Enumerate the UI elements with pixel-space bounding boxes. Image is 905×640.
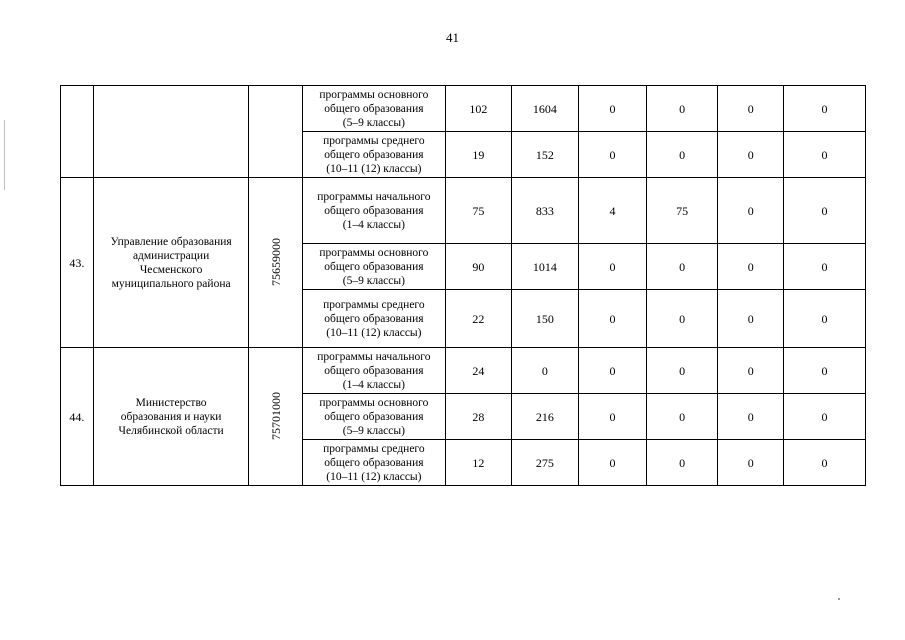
program-name-line: общего образования [324, 260, 424, 273]
value-cell-6: 0 [784, 348, 866, 394]
program-name-line: (10–11 (12) классы) [326, 326, 422, 339]
value-cell-4: 75 [646, 178, 718, 244]
value-cell-4: 0 [646, 244, 718, 290]
table-body [61, 86, 866, 486]
value-cell-5: 0 [718, 86, 784, 132]
program-name-line: программы среднего [323, 298, 425, 311]
value-cell-3: 0 [579, 86, 647, 132]
table-row [61, 86, 866, 132]
value-cell-1: 19 [446, 132, 512, 178]
scan-speck [838, 598, 840, 600]
value-cell-2: 216 [511, 394, 579, 440]
program-name-line: общего образования [324, 148, 424, 161]
value-cell-2: 833 [511, 178, 579, 244]
page-number: 41 [446, 30, 459, 45]
value-cell-3: 0 [579, 244, 647, 290]
program-name-line: программы среднего [323, 134, 425, 147]
value-cell-6: 0 [784, 394, 866, 440]
value-cell-5: 0 [718, 178, 784, 244]
program-name-line: общего образования [324, 204, 424, 217]
value-cell-2: 275 [511, 440, 579, 486]
value-cell-4: 0 [646, 86, 718, 132]
value-cell-2: 1604 [511, 86, 579, 132]
value-cell-6: 0 [784, 132, 866, 178]
value-cell-5: 0 [718, 348, 784, 394]
value-cell-5: 0 [718, 394, 784, 440]
program-name-line: программы основного [319, 246, 429, 259]
organization-name-line: Министерство [135, 396, 207, 409]
oktmo-code-cell [249, 86, 302, 178]
program-name-line: (5–9 классы) [342, 116, 405, 129]
oktmo-code-cell [249, 178, 302, 348]
program-name-line: (10–11 (12) классы) [326, 162, 422, 175]
value-cell-3: 0 [579, 290, 647, 348]
value-cell-1: 24 [446, 348, 512, 394]
program-name-line: общего образования [324, 312, 424, 325]
value-cell-6: 0 [784, 178, 866, 244]
value-cell-2: 1014 [511, 244, 579, 290]
table-row [61, 348, 866, 394]
oktmo-code: 75701000 [268, 392, 283, 440]
value-cell-5: 0 [718, 244, 784, 290]
organization-name-line: администрации [132, 249, 210, 262]
program-name-line: программы основного [319, 88, 429, 101]
program-name-line: программы основного [319, 396, 429, 409]
value-cell-1: 102 [446, 86, 512, 132]
organization-name-line: муниципального района [111, 277, 231, 290]
value-cell-4: 0 [646, 132, 718, 178]
value-cell-2: 0 [511, 348, 579, 394]
value-cell-3: 0 [579, 440, 647, 486]
value-cell-3: 0 [579, 348, 647, 394]
organization-cell [93, 86, 249, 178]
organization-name-line: образования и науки [120, 410, 222, 423]
row-number-cell [61, 86, 94, 178]
program-name-line: (5–9 классы) [342, 424, 405, 437]
value-cell-1: 90 [446, 244, 512, 290]
value-cell-4: 0 [646, 440, 718, 486]
value-cell-3: 4 [579, 178, 647, 244]
value-cell-1: 75 [446, 178, 512, 244]
value-cell-1: 12 [446, 440, 512, 486]
program-name-line: (1–4 классы) [342, 218, 405, 231]
enrollment-table [60, 85, 866, 486]
program-name-line: (5–9 классы) [342, 274, 405, 287]
program-name-cell [302, 348, 445, 394]
value-cell-4: 0 [646, 394, 718, 440]
value-cell-4: 0 [646, 290, 718, 348]
program-name-line: общего образования [324, 410, 424, 423]
program-name-line: общего образования [324, 456, 424, 469]
value-cell-6: 0 [784, 440, 866, 486]
oktmo-code-cell [249, 348, 302, 486]
value-cell-3: 0 [579, 132, 647, 178]
program-name-line: (1–4 классы) [342, 378, 405, 391]
value-cell-2: 150 [511, 290, 579, 348]
row-number-cell: 43. [61, 178, 94, 348]
value-cell-4: 0 [646, 348, 718, 394]
scan-edge-mark [4, 120, 5, 190]
value-cell-5: 0 [718, 132, 784, 178]
row-number-cell: 44. [61, 348, 94, 486]
program-name-line: программы начального [317, 190, 431, 203]
program-name-cell [302, 132, 445, 178]
program-name-cell [302, 86, 445, 132]
program-name-cell [302, 178, 445, 244]
value-cell-5: 0 [718, 290, 784, 348]
program-name-cell [302, 244, 445, 290]
value-cell-1: 28 [446, 394, 512, 440]
organization-cell [93, 348, 249, 486]
value-cell-2: 152 [511, 132, 579, 178]
program-name-line: программы начального [317, 350, 431, 363]
oktmo-code: 75659000 [268, 238, 283, 286]
value-cell-5: 0 [718, 440, 784, 486]
program-name-line: общего образования [324, 364, 424, 377]
organization-name-line: Челябинской области [118, 424, 224, 437]
organization-cell [93, 178, 249, 348]
program-name-line: общего образования [324, 102, 424, 115]
table-row [61, 178, 866, 244]
value-cell-6: 0 [784, 86, 866, 132]
program-name-line: (10–11 (12) классы) [326, 470, 422, 483]
program-name-cell [302, 440, 445, 486]
program-name-cell [302, 394, 445, 440]
organization-name-line: Чесменского [139, 263, 203, 276]
value-cell-1: 22 [446, 290, 512, 348]
value-cell-6: 0 [784, 290, 866, 348]
program-name-cell [302, 290, 445, 348]
value-cell-6: 0 [784, 244, 866, 290]
organization-name-line: Управление образования [110, 235, 232, 248]
program-name-line: программы среднего [323, 442, 425, 455]
value-cell-3: 0 [579, 394, 647, 440]
